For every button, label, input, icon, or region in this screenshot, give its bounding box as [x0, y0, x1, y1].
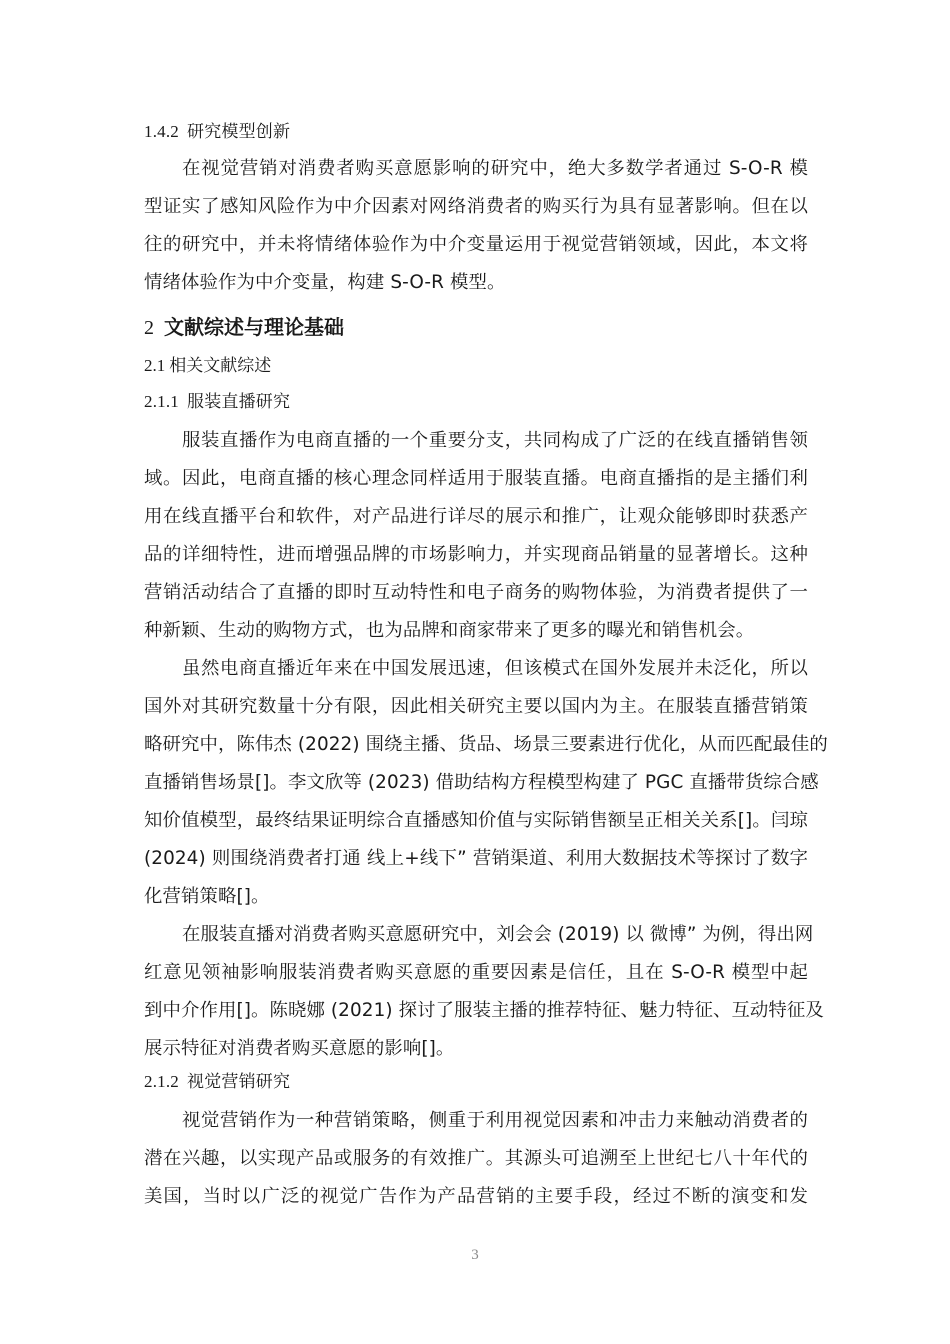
paragraph-line: 往的研究中，并未将情绪体验作为中介变量运用于视觉营销领域，因此，本文将 [144, 234, 808, 255]
paragraph-line: 美国，当时以广泛的视觉广告作为产品营销的主要手段，经过不断的演变和发 [144, 1186, 808, 1207]
paragraph-marketing-strategy-research [144, 650, 828, 916]
paragraph-line: 用在线直播平台和软件，对产品进行详尽的展示和推广，让观众能够即时获悉产 [144, 506, 808, 527]
section-heading-1-4-2 [144, 118, 808, 146]
paragraph-line: 知价值模型，最终结果证明综合直播感知价值与实际销售额呈正相关关系[]。闫琼 [144, 810, 808, 831]
section-title: 服装直播研究 [187, 392, 291, 412]
paragraph-line: 服装直播作为电商直播的一个重要分支，共同构成了广泛的在线直播销售领 [182, 430, 808, 451]
section-heading-2-1-1 [144, 388, 808, 416]
paragraph-line: 型证实了感知风险作为中介因素对网络消费者的购买行为具有显著影响。但在以 [144, 196, 808, 217]
section-number: 2.1 [144, 356, 166, 375]
paragraph-line: 情绪体验作为中介变量，构建 S-O-R 模型。 [144, 272, 506, 293]
paragraph-line: 在视觉营销对消费者购买意愿影响的研究中，绝大多数学者通过 S-O-R 模 [182, 158, 808, 179]
section-heading-2-1-2 [144, 1068, 808, 1096]
section-number: 2.1.1 [144, 392, 179, 411]
paragraph-line: 品的详细特性，进而增强品牌的市场影响力，并实现商品销量的显著增长。这种 [144, 544, 808, 565]
paragraph-line: 视觉营销作为一种营销策略，侧重于利用视觉因素和冲击力来触动消费者的 [182, 1110, 808, 1131]
page-number: 3 [471, 1247, 479, 1263]
paragraph-line: 营销活动结合了直播的即时互动特性和电子商务的购物体验，为消费者提供了一 [144, 582, 808, 603]
section-title: 相关文献综述 [169, 356, 272, 376]
section-number: 2.1.2 [144, 1072, 179, 1091]
section-number: 1.4.2 [144, 122, 179, 141]
paragraph-line: 域。因此，电商直播的核心理念同样适用于服装直播。电商直播指的是主播们利 [144, 468, 808, 489]
paragraph-visual-marketing-intro [144, 1102, 808, 1216]
paragraph-research-model-innovation [144, 150, 808, 302]
paragraph-line: (2024) 则围绕消费者打通 线上+线下” 营销渠道、利用大数据技术等探讨了数字 [144, 848, 808, 869]
paragraph-line: 展示特征对消费者购买意愿的影响[]。 [144, 1038, 455, 1059]
chapter-title: 文献综述与理论基础 [164, 315, 344, 339]
document-page [144, 118, 828, 1216]
section-title: 研究模型创新 [187, 122, 291, 142]
paragraph-line: 种新颖、生动的购物方式，也为品牌和商家带来了更多的曝光和销售机会。 [144, 620, 755, 641]
paragraph-line: 略研究中，陈伟杰 (2022) 围绕主播、货品、场景三要素进行优化，从而匹配最佳的 [144, 734, 828, 755]
paragraph-line: 化营销策略[]。 [144, 886, 270, 907]
paragraph-purchase-intention-research [144, 916, 824, 1068]
chapter-heading-2 [144, 312, 808, 342]
paragraph-line: 到中介作用[]。陈晓娜 (2021) 探讨了服装主播的推荐特征、魅力特征、互动特征及 [144, 1000, 824, 1021]
section-title: 视觉营销研究 [187, 1072, 291, 1092]
paragraph-line: 虽然电商直播近年来在中国发展迅速，但该模式在国外发展并未泛化，所以 [182, 658, 808, 679]
paragraph-clothing-livestream-intro [144, 422, 808, 650]
paragraph-line: 红意见领袖影响服装消费者购买意愿的重要因素是信任，且在 S-O-R 模型中起 [144, 962, 808, 983]
section-heading-2-1 [144, 352, 808, 380]
paragraph-line: 国外对其研究数量十分有限，因此相关研究主要以国内为主。在服装直播营销策 [144, 696, 808, 717]
paragraph-line: 在服装直播对消费者购买意愿研究中，刘会会 (2019) 以 微博” 为例，得出网 [182, 924, 814, 945]
paragraph-line: 潜在兴趣，以实现产品或服务的有效推广。其源头可追溯至上世纪七八十年代的 [144, 1148, 808, 1169]
chapter-number: 2 [144, 317, 154, 339]
paragraph-line: 直播销售场景[]。李文欣等 (2023) 借助结构方程模型构建了 PGC 直播带货综合感 [144, 772, 819, 793]
